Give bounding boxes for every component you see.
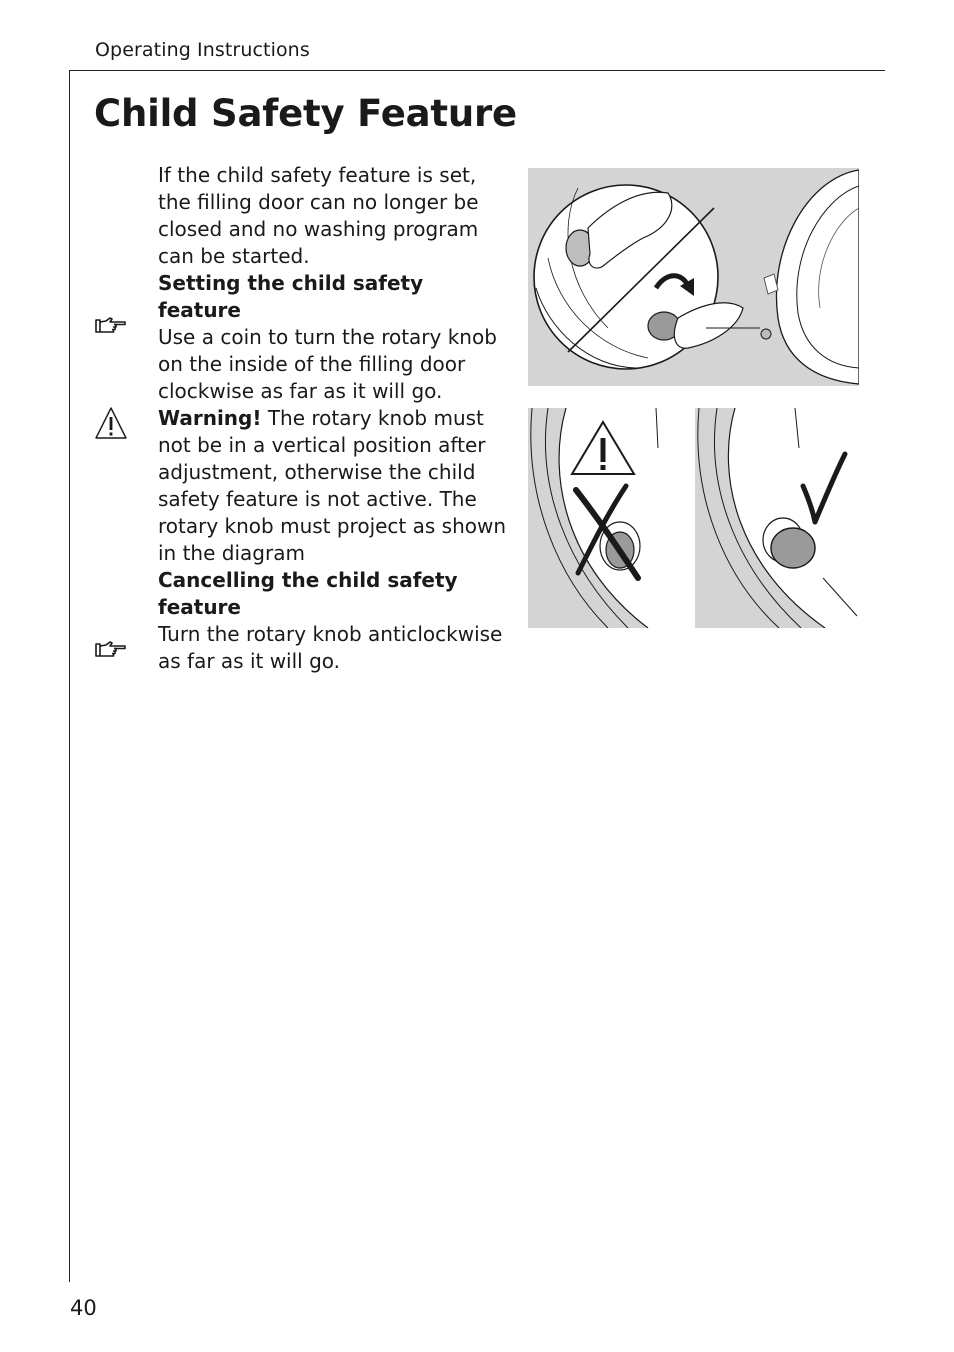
cancelling-heading: Cancelling the child safety feature xyxy=(158,568,458,619)
intro-paragraph: If the child safety feature is set, the filling door can no longer be closed and no washing program can be started. xyxy=(158,163,479,268)
running-header: Operating Instructions xyxy=(95,39,310,61)
header-rule xyxy=(69,70,885,71)
correct-knob-position-illustration xyxy=(695,408,859,628)
warning-label: Warning! xyxy=(158,406,262,430)
cancelling-instruction: Turn the rotary knob anticlockwise as far as it will go. xyxy=(158,622,503,673)
page-number: 40 xyxy=(70,1296,97,1320)
margin-rule xyxy=(69,70,70,1282)
pointing-hand-icon xyxy=(94,638,128,662)
setting-heading: Setting the child safety feature xyxy=(158,271,424,322)
warning-text: The rotary knob must not be in a vertical position after adjustment, otherwise the child safety feature is not active. The rotary knob must project as shown in the diagram xyxy=(158,406,507,565)
warning-paragraph xyxy=(158,405,508,567)
setting-instruction: Use a coin to turn the rotary knob on the inside of the filling door clockwise as far as it will go. xyxy=(158,325,497,403)
warning-triangle-icon xyxy=(94,405,128,441)
wrong-knob-position-illustration xyxy=(528,408,688,628)
pointing-hand-icon xyxy=(94,314,128,338)
text-column xyxy=(158,162,508,675)
door-knob-illustration xyxy=(528,168,859,386)
page-title: Child Safety Feature xyxy=(94,92,517,135)
